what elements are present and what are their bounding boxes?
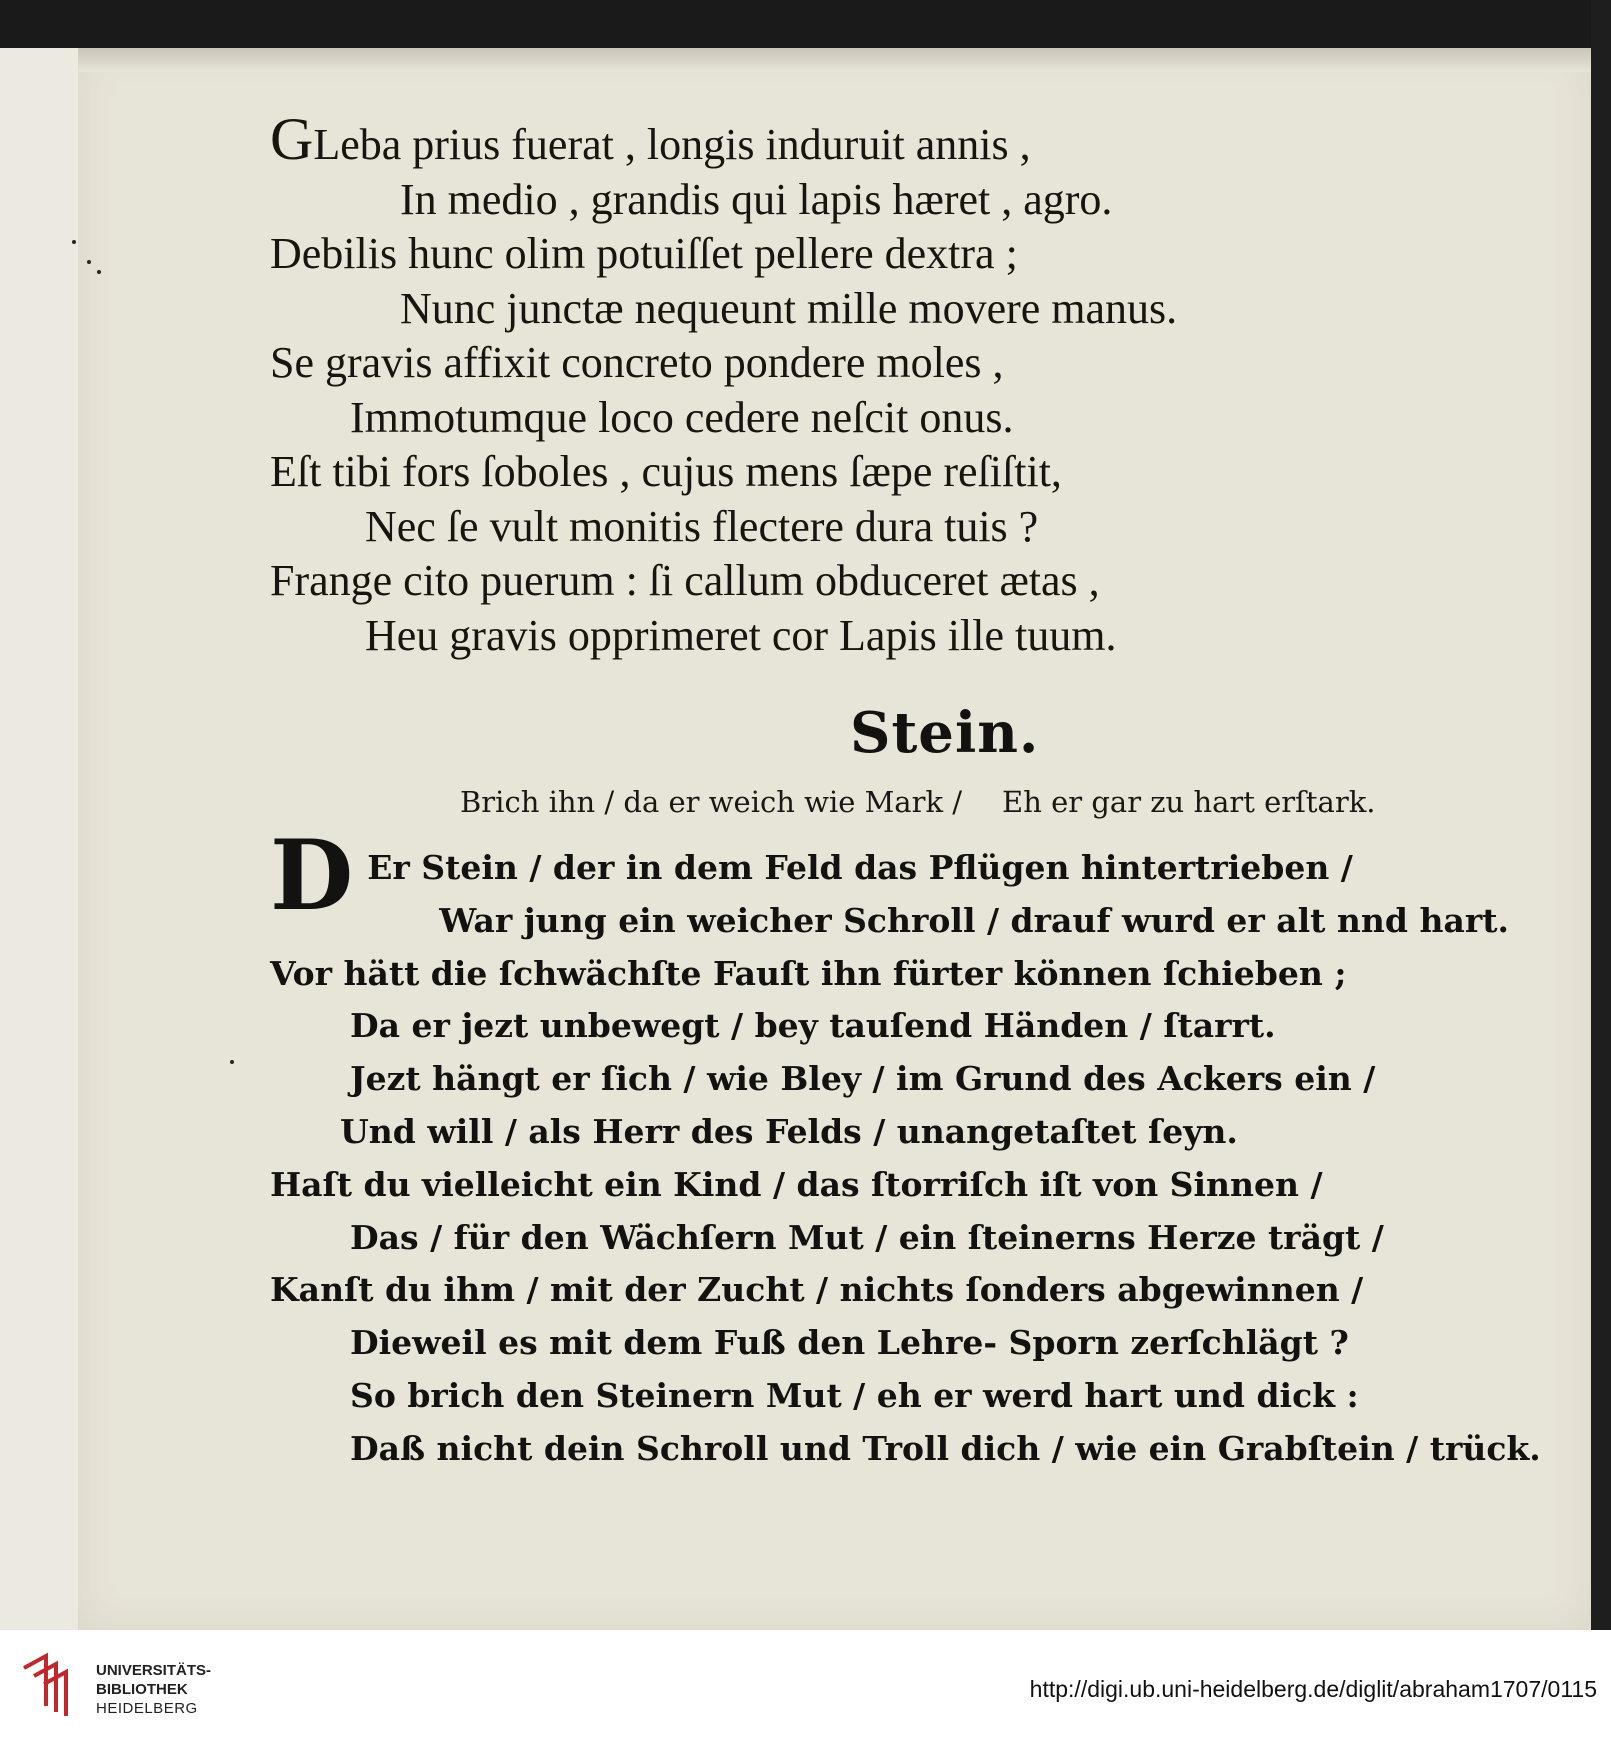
institution-line-2: BIBLIOTHEK — [96, 1681, 188, 1698]
institution-line-1: UNIVERSITÄTS- — [96, 1662, 212, 1679]
german-dropcap: D — [270, 819, 354, 932]
scan-right-border — [1591, 0, 1611, 1630]
ink-speck — [230, 1060, 234, 1064]
german-line: Jezt hängt er ſich / wie Bley / im Grund des Ackers ein / — [350, 1059, 1376, 1099]
german-line: War jung ein weicher Schroll / drauf wurd er alt nnd hart. — [439, 900, 1509, 940]
section-heading: Stein. — [850, 700, 1040, 766]
german-line: Da er jezt unbewegt / bey tauſend Händen / ſtarrt. — [350, 1006, 1276, 1046]
footer-bar — [0, 1630, 1611, 1748]
page-top-edge — [78, 48, 1591, 72]
latin-line — [270, 106, 1177, 173]
german-line: So brich den Steinern Mut / eh er werd hart und dick : — [350, 1375, 1359, 1415]
latin-line: Nunc junctæ nequeunt mille movere manus. — [400, 283, 1178, 333]
german-line: Kanſt du ihm / mit der Zucht / nichts ſonders abgewinnen / — [270, 1270, 1364, 1310]
german-line: Das / für den Wächſern Mut / ein ſteinerns Herze trägt / — [350, 1217, 1384, 1257]
latin-line: Immotumque loco cedere neſcit onus. — [350, 392, 1014, 442]
latin-poem — [270, 106, 1178, 663]
latin-line-text: Leba prius fuerat , longis induruit annis , — [313, 120, 1031, 169]
german-line: Daß nicht dein Schroll und Troll dich / wie ein Grabſtein / trück. — [350, 1428, 1541, 1468]
latin-line: Nec ſe vult monitis flectere dura tuis ? — [365, 501, 1039, 551]
german-line: Vor hätt die ſchwächſte Fauſt ihn fürter können ſchieben ; — [270, 953, 1347, 993]
motto-part-2: Eh er gar zu hart erſtark. — [1002, 785, 1376, 819]
institution-name — [96, 1661, 211, 1718]
german-line: Und will / als Herr des Felds / unangetaſtet ſeyn. — [340, 1111, 1238, 1151]
german-opening — [270, 819, 1541, 948]
permalink-url[interactable]: http://digi.ub.uni-heidelberg.de/diglit/abraham1707/0115 — [1029, 1676, 1597, 1702]
latin-line: Eſt tibi fors ſoboles , cujus mens ſæpe reſiſtit, — [270, 447, 1062, 496]
german-line: Dieweil es mit dem Fuß den Lehre- Sporn zerſchlägt ? — [350, 1323, 1349, 1363]
german-poem — [270, 819, 1541, 1476]
institution-line-3: HEIDELBERG — [96, 1700, 198, 1717]
latin-line: Se gravis affixit concreto pondere moles , — [270, 338, 1004, 387]
latin-line: Frange cito puerum : ſi callum obduceret ætas , — [270, 556, 1100, 605]
german-line: Haſt du vielleicht ein Kind / das ſtorriſch iſt von Sinnen / — [270, 1164, 1323, 1204]
ink-speck — [87, 260, 91, 264]
ub-heidelberg-logo-icon — [16, 1648, 86, 1718]
motto-part-1: Brich ihn / da er weich wie Mark / — [460, 785, 963, 819]
german-line: Er Stein / der in dem Feld das Pflügen hintertrieben / — [367, 848, 1353, 887]
latin-line: Debilis hunc olim potuiſſet pellere dextra ; — [270, 229, 1018, 278]
scan-top-border — [0, 0, 1611, 48]
ink-speck — [97, 270, 101, 274]
ink-speck — [72, 240, 76, 244]
motto — [460, 785, 1376, 819]
latin-line: In medio , grandis qui lapis hæret , agro. — [400, 174, 1113, 224]
latin-initial: G — [270, 106, 314, 172]
latin-line: Heu gravis opprimeret cor Lapis ille tuum. — [365, 610, 1117, 660]
